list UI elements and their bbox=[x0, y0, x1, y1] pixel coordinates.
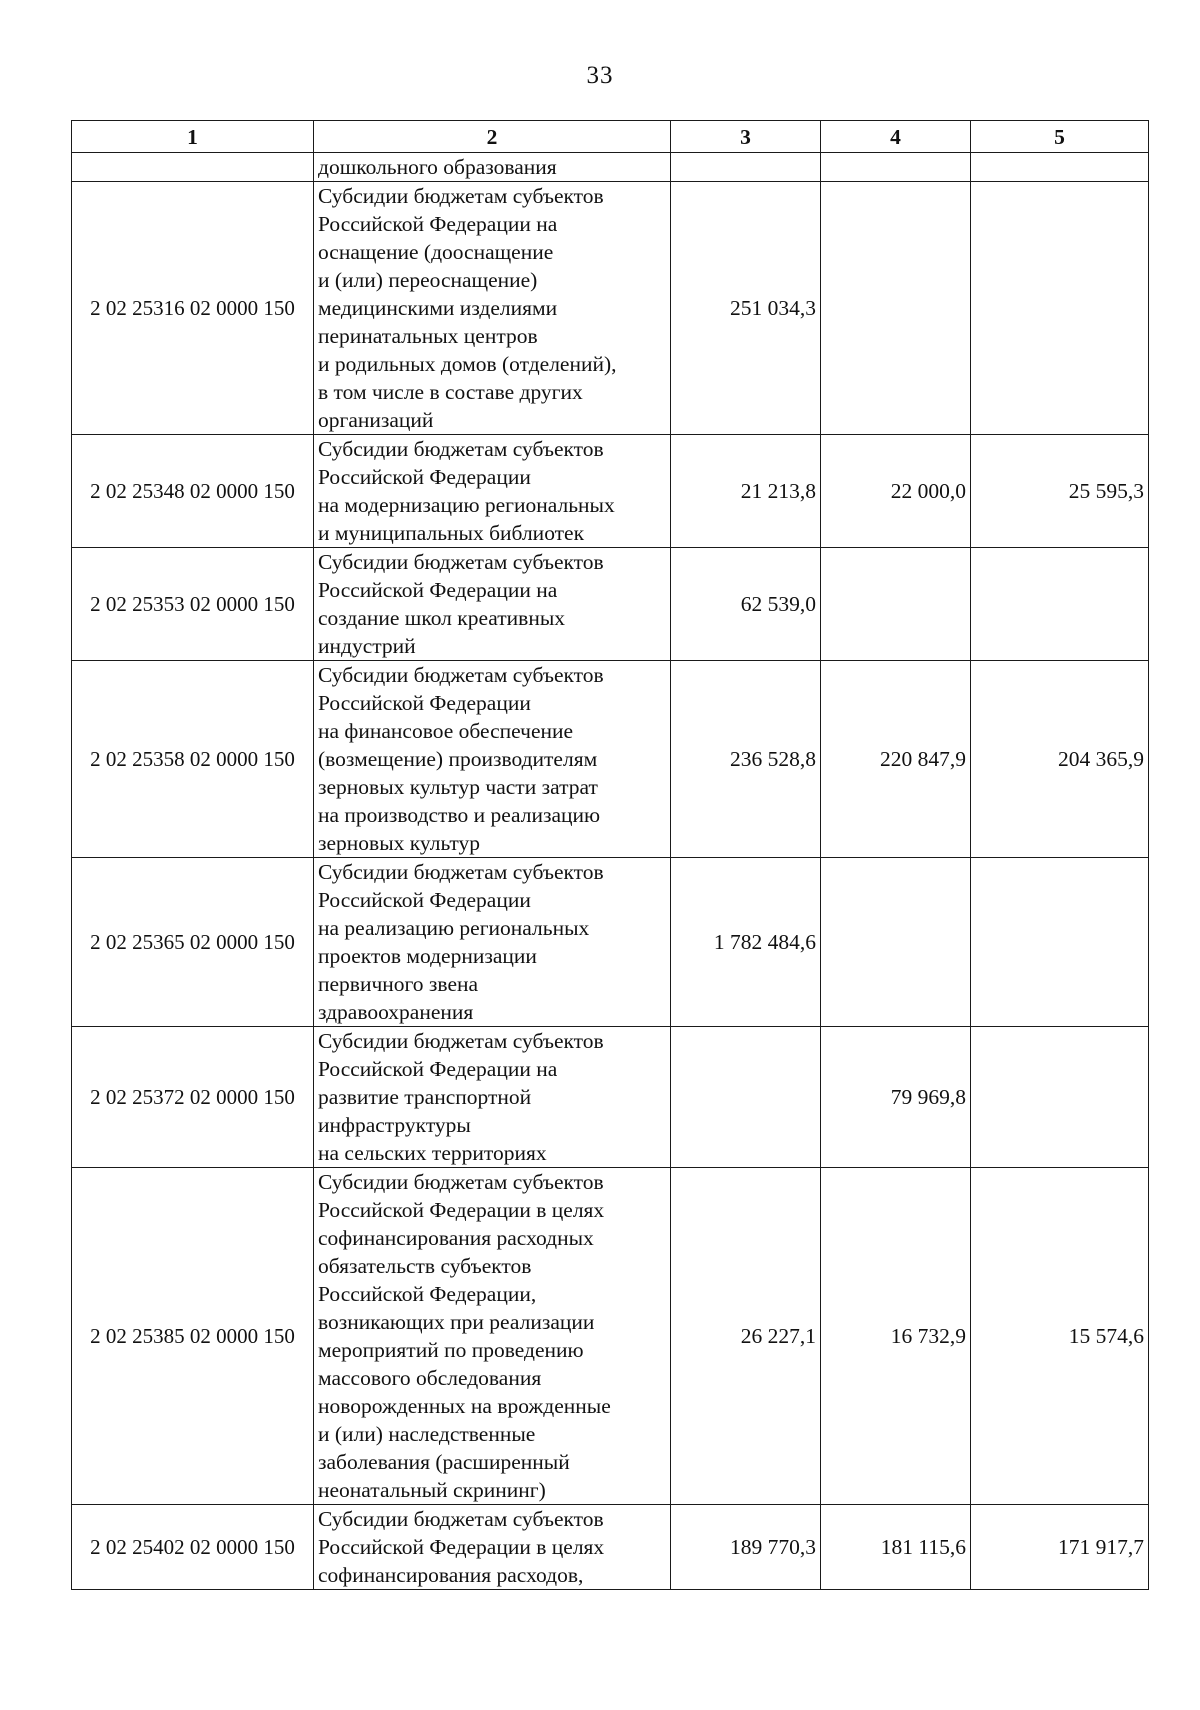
amount-col-3: 189 770,3 bbox=[671, 1505, 821, 1590]
amount-col-5: 171 917,7 bbox=[971, 1505, 1149, 1590]
amount-col-3 bbox=[671, 153, 821, 182]
table-row bbox=[72, 1027, 1149, 1168]
amount-col-4 bbox=[821, 153, 971, 182]
amount-col-4 bbox=[821, 548, 971, 661]
amount-col-5: 204 365,9 bbox=[971, 661, 1149, 858]
amount-col-4: 181 115,6 bbox=[821, 1505, 971, 1590]
budget-code: 2 02 25385 02 0000 150 bbox=[72, 1168, 314, 1505]
table-row bbox=[72, 858, 1149, 1027]
header-col-3: 3 bbox=[671, 121, 821, 153]
amount-col-4: 79 969,8 bbox=[821, 1027, 971, 1168]
header-row bbox=[72, 121, 1149, 153]
amount-col-4: 220 847,9 bbox=[821, 661, 971, 858]
table-row bbox=[72, 661, 1149, 858]
row-description: Субсидии бюджетам субъектов Российской Федерации на финансовое обеспечение (возмещение) производителям зерновых культур части затрат на производство и реализацию зерновых культур bbox=[314, 661, 671, 858]
table-row bbox=[72, 548, 1149, 661]
header-col-2: 2 bbox=[314, 121, 671, 153]
header-col-5: 5 bbox=[971, 121, 1149, 153]
budget-code: 2 02 25365 02 0000 150 bbox=[72, 858, 314, 1027]
row-description: Субсидии бюджетам субъектов Российской Федерации на реализацию региональных проектов модернизации первичного звена здравоохранения bbox=[314, 858, 671, 1027]
amount-col-3: 236 528,8 bbox=[671, 661, 821, 858]
table-row bbox=[72, 1505, 1149, 1590]
amount-col-4 bbox=[821, 858, 971, 1027]
budget-code: 2 02 25316 02 0000 150 bbox=[72, 182, 314, 435]
row-description: Субсидии бюджетам субъектов Российской Федерации на создание школ креативных индустрий bbox=[314, 548, 671, 661]
row-description: Субсидии бюджетам субъектов Российской Федерации в целях софинансирования расходных обязательств субъектов Российской Федерации, возникающих при реализации мероприятий по проведению массового обследования новорожденных на врожденные и (или) наследственные заболевания (расширенный неонатальный скрининг) bbox=[314, 1168, 671, 1505]
row-description: Субсидии бюджетам субъектов Российской Федерации на развитие транспортной инфраструктуры на сельских территориях bbox=[314, 1027, 671, 1168]
budget-code: 2 02 25353 02 0000 150 bbox=[72, 548, 314, 661]
header-col-4: 4 bbox=[821, 121, 971, 153]
budget-code bbox=[72, 153, 314, 182]
table-row bbox=[72, 182, 1149, 435]
table-header bbox=[72, 121, 1149, 153]
amount-col-5: 25 595,3 bbox=[971, 435, 1149, 548]
table-row bbox=[72, 435, 1149, 548]
amount-col-5 bbox=[971, 548, 1149, 661]
budget-code: 2 02 25358 02 0000 150 bbox=[72, 661, 314, 858]
table-row bbox=[72, 153, 1149, 182]
amount-col-5: 15 574,6 bbox=[971, 1168, 1149, 1505]
budget-code: 2 02 25372 02 0000 150 bbox=[72, 1027, 314, 1168]
amount-col-4 bbox=[821, 182, 971, 435]
amount-col-3: 62 539,0 bbox=[671, 548, 821, 661]
budget-table bbox=[71, 120, 1149, 1590]
table-body bbox=[72, 153, 1149, 1590]
budget-code: 2 02 25348 02 0000 150 bbox=[72, 435, 314, 548]
table-row bbox=[72, 1168, 1149, 1505]
amount-col-3: 21 213,8 bbox=[671, 435, 821, 548]
row-description: Субсидии бюджетам субъектов Российской Федерации на модернизацию региональных и муниципальных библиотек bbox=[314, 435, 671, 548]
amount-col-5 bbox=[971, 1027, 1149, 1168]
row-description: Субсидии бюджетам субъектов Российской Федерации на оснащение (дооснащение и (или) переоснащение) медицинскими изделиями перинатальных центров и родильных домов (отделений), в том числе в составе других организаций bbox=[314, 182, 671, 435]
header-col-1: 1 bbox=[72, 121, 314, 153]
row-description: дошкольного образования bbox=[314, 153, 671, 182]
amount-col-5 bbox=[971, 858, 1149, 1027]
page-number: 33 bbox=[586, 62, 614, 89]
amount-col-5 bbox=[971, 153, 1149, 182]
amount-col-3: 26 227,1 bbox=[671, 1168, 821, 1505]
budget-code: 2 02 25402 02 0000 150 bbox=[72, 1505, 314, 1590]
row-description: Субсидии бюджетам субъектов Российской Федерации в целях софинансирования расходов, bbox=[314, 1505, 671, 1590]
amount-col-3: 1 782 484,6 bbox=[671, 858, 821, 1027]
amount-col-3 bbox=[671, 1027, 821, 1168]
amount-col-5 bbox=[971, 182, 1149, 435]
amount-col-3: 251 034,3 bbox=[671, 182, 821, 435]
amount-col-4: 16 732,9 bbox=[821, 1168, 971, 1505]
amount-col-4: 22 000,0 bbox=[821, 435, 971, 548]
